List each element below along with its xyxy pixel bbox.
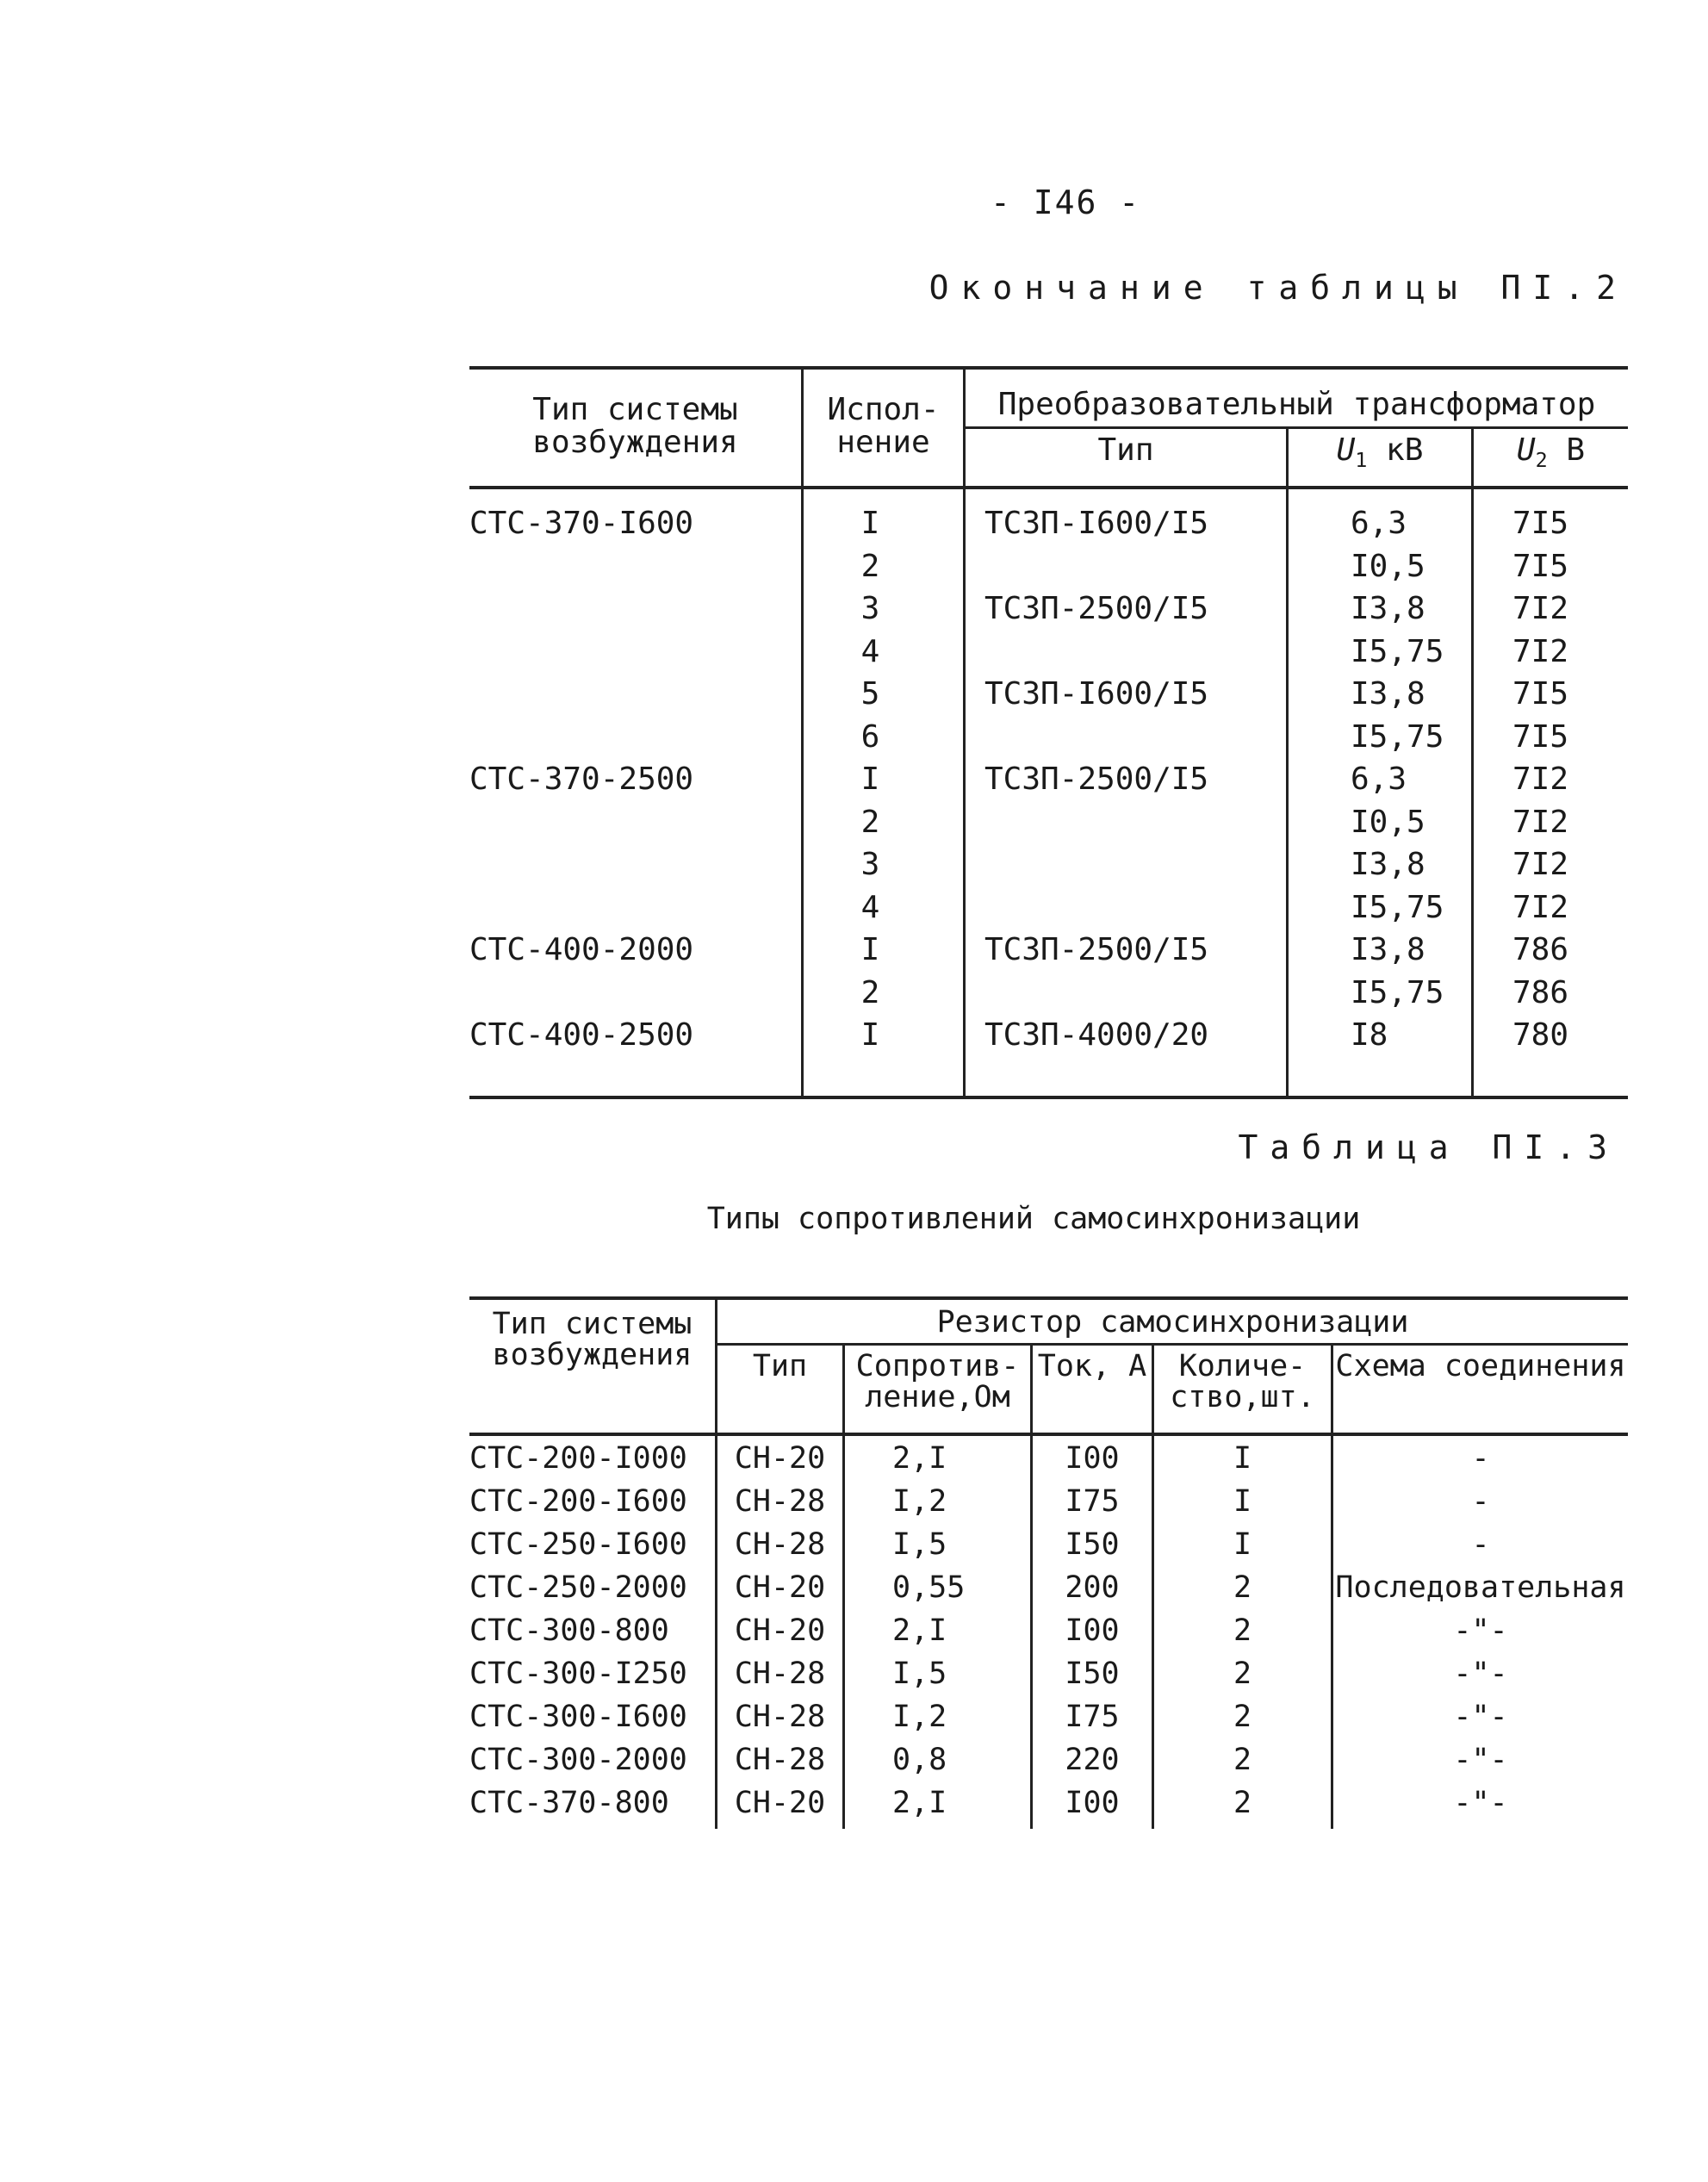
cell-transformer [965, 805, 1288, 849]
cell-current: I50 [1032, 1657, 1153, 1700]
cell-resistance: I,2 [844, 1484, 1032, 1527]
cell-current: I00 [1032, 1613, 1153, 1657]
cell-transformer [965, 635, 1288, 678]
table-row [469, 1434, 1628, 1484]
cell-quantity: 2 [1153, 1786, 1332, 1829]
cell-version: 2 [803, 805, 965, 849]
cell-current: 200 [1032, 1570, 1153, 1613]
cell-u2: 7I2 [1473, 635, 1629, 678]
cell-current: 220 [1032, 1743, 1153, 1786]
cell-u2: 7I5 [1473, 720, 1629, 763]
page-number: - I46 - [991, 183, 1141, 221]
table-row [469, 1570, 1628, 1613]
header-u2: $U_2$ В [1473, 428, 1629, 488]
table-row [469, 488, 1628, 550]
cell-system [469, 677, 803, 720]
cell-version: I [803, 762, 965, 805]
cell-version: 3 [803, 592, 965, 635]
header-u1: $U_1$ кВ [1288, 428, 1473, 488]
cell-system: СТС-370-800 [469, 1786, 669, 1820]
table-continuation-caption: Окончание таблицы ПI.2 [929, 269, 1628, 307]
cell-u1: I3,8 [1288, 592, 1473, 635]
cell-transformer [965, 848, 1288, 891]
cell-version: 4 [803, 635, 965, 678]
cell-system [469, 805, 803, 849]
cell-quantity: 2 [1153, 1700, 1332, 1743]
cell-system [469, 891, 803, 934]
cell-quantity: I [1153, 1527, 1332, 1570]
cell-version: 5 [803, 677, 965, 720]
cell-resistance: 2,I [844, 1434, 1032, 1484]
cell-current: I50 [1032, 1527, 1153, 1570]
table-row [469, 891, 1628, 934]
cell-u1: I5,75 [1288, 976, 1473, 1019]
table-row [469, 1613, 1628, 1657]
table-p13-title: Типы сопротивлений самосинхронизации [706, 1202, 1361, 1236]
cell-resistance: 0,55 [844, 1570, 1032, 1613]
cell-resistor-type: СН-28 [717, 1743, 844, 1786]
cell-u1: I8 [1288, 1018, 1473, 1097]
cell-system: СТС-370-I600 [469, 506, 694, 541]
table-row [469, 848, 1628, 891]
cell-current: I00 [1032, 1786, 1153, 1829]
cell-version: I [803, 933, 965, 976]
cell-u1: 6,3 [1288, 488, 1473, 550]
cell-scheme: - [1332, 1484, 1629, 1527]
cell-scheme: - [1332, 1527, 1629, 1570]
table-row [469, 677, 1628, 720]
cell-u1: I5,75 [1288, 635, 1473, 678]
cell-transformer: ТСЗП-2500/I5 [965, 762, 1288, 805]
cell-system: СТС-200-I000 [469, 1441, 687, 1476]
header-excitation-type: Тип системы возбуждения [469, 1298, 717, 1434]
table-row [469, 805, 1628, 849]
resistor-table [469, 1296, 1628, 1829]
cell-transformer [965, 720, 1288, 763]
table-row [469, 1700, 1628, 1743]
table-row [469, 1657, 1628, 1700]
cell-resistance: 2,I [844, 1613, 1032, 1657]
transformer-table-body [469, 488, 1628, 1097]
cell-resistor-type: СН-28 [717, 1484, 844, 1527]
cell-transformer: ТСЗП-2500/I5 [965, 933, 1288, 976]
header-resistor-type: Тип [717, 1345, 844, 1435]
cell-system [469, 976, 803, 1019]
cell-scheme: - [1332, 1434, 1629, 1484]
cell-quantity: 2 [1153, 1570, 1332, 1613]
cell-transformer [965, 891, 1288, 934]
cell-system: СТС-300-I600 [469, 1700, 687, 1734]
cell-system [469, 592, 803, 635]
cell-resistor-type: СН-20 [717, 1786, 844, 1829]
cell-u2: 7I2 [1473, 762, 1629, 805]
table-row [469, 635, 1628, 678]
header-scheme: Схема соединения [1332, 1345, 1629, 1435]
cell-system: СТС-370-2500 [469, 762, 694, 797]
header-current: Ток, А [1032, 1345, 1153, 1435]
cell-version: 6 [803, 720, 965, 763]
cell-transformer: ТСЗП-I600/I5 [965, 677, 1288, 720]
cell-scheme: -"- [1332, 1657, 1629, 1700]
header-transformer-type: Тип [965, 428, 1288, 488]
cell-resistance: 2,I [844, 1786, 1032, 1829]
cell-u2: 7I5 [1473, 550, 1629, 593]
cell-u2: 7I2 [1473, 805, 1629, 849]
cell-quantity: I [1153, 1484, 1332, 1527]
cell-quantity: I [1153, 1434, 1332, 1484]
table-row [469, 933, 1628, 976]
cell-system [469, 550, 803, 593]
header-transformer-group: Преобразовательный трансформатор [965, 368, 1629, 428]
cell-u2: 7I2 [1473, 891, 1629, 934]
cell-system: СТС-250-2000 [469, 1570, 687, 1605]
table-p13-caption: Таблица ПI.3 [1238, 1128, 1619, 1166]
cell-system: СТС-300-I250 [469, 1657, 687, 1691]
cell-system [469, 720, 803, 763]
table-row [469, 720, 1628, 763]
cell-transformer [965, 550, 1288, 593]
cell-transformer: ТСЗП-I600/I5 [965, 488, 1288, 550]
cell-u1: I5,75 [1288, 720, 1473, 763]
cell-scheme: -"- [1332, 1700, 1629, 1743]
cell-resistance: I,2 [844, 1700, 1032, 1743]
cell-scheme: Последовательная [1332, 1570, 1629, 1613]
table-row [469, 550, 1628, 593]
cell-u1: I3,8 [1288, 677, 1473, 720]
cell-u1: I0,5 [1288, 550, 1473, 593]
cell-u1: 6,3 [1288, 762, 1473, 805]
cell-version: 4 [803, 891, 965, 934]
cell-resistance: I,5 [844, 1527, 1032, 1570]
cell-u1: I5,75 [1288, 891, 1473, 934]
cell-scheme: -"- [1332, 1613, 1629, 1657]
cell-transformer: ТСЗП-4000/20 [965, 1018, 1288, 1097]
cell-system [469, 635, 803, 678]
cell-u1: I0,5 [1288, 805, 1473, 849]
cell-version: 3 [803, 848, 965, 891]
header-quantity: Количе-ство,шт. [1153, 1345, 1332, 1435]
cell-quantity: 2 [1153, 1613, 1332, 1657]
table-row [469, 1743, 1628, 1786]
header-excitation-type: Тип системы возбуждения [469, 368, 803, 488]
transformer-table [469, 366, 1628, 1099]
cell-version: I [803, 488, 965, 550]
cell-resistor-type: СН-28 [717, 1700, 844, 1743]
cell-resistance: I,5 [844, 1657, 1032, 1700]
cell-version: I [803, 1018, 965, 1097]
cell-scheme: -"- [1332, 1786, 1629, 1829]
header-version: Испол-нение [803, 368, 965, 488]
cell-u2: 7I5 [1473, 488, 1629, 550]
table-row [469, 592, 1628, 635]
cell-u1: I3,8 [1288, 848, 1473, 891]
table-row [469, 1484, 1628, 1527]
header-resistance: Сопротив-ление,Ом [844, 1345, 1032, 1435]
cell-resistor-type: СН-28 [717, 1527, 844, 1570]
cell-u2: 786 [1473, 933, 1629, 976]
table-row [469, 1786, 1628, 1829]
cell-system: СТС-300-800 [469, 1613, 669, 1648]
cell-u2: 786 [1473, 976, 1629, 1019]
cell-resistor-type: СН-20 [717, 1570, 844, 1613]
cell-system: СТС-200-I600 [469, 1484, 687, 1519]
table-row [469, 976, 1628, 1019]
cell-version: 2 [803, 976, 965, 1019]
cell-resistor-type: СН-28 [717, 1657, 844, 1700]
cell-quantity: 2 [1153, 1657, 1332, 1700]
cell-scheme: -"- [1332, 1743, 1629, 1786]
cell-resistor-type: СН-20 [717, 1434, 844, 1484]
cell-system: СТС-400-2500 [469, 1018, 803, 1097]
cell-system: СТС-300-2000 [469, 1743, 687, 1777]
cell-u2: 7I2 [1473, 848, 1629, 891]
cell-transformer: ТСЗП-2500/I5 [965, 592, 1288, 635]
cell-u2: 7I5 [1473, 677, 1629, 720]
cell-system: СТС-400-2000 [469, 932, 694, 967]
header-resistor-group: Резистор самосинхронизации [717, 1298, 1629, 1345]
cell-quantity: 2 [1153, 1743, 1332, 1786]
table-row [469, 762, 1628, 805]
table-row [469, 1018, 1628, 1097]
cell-resistance: 0,8 [844, 1743, 1032, 1786]
cell-resistor-type: СН-20 [717, 1613, 844, 1657]
cell-current: I75 [1032, 1484, 1153, 1527]
cell-system: СТС-250-I600 [469, 1527, 687, 1562]
cell-current: I00 [1032, 1434, 1153, 1484]
table-row [469, 1527, 1628, 1570]
cell-system [469, 848, 803, 891]
resistor-table-body [469, 1434, 1628, 1829]
cell-u1: I3,8 [1288, 933, 1473, 976]
cell-u2: 780 [1473, 1018, 1629, 1097]
cell-u2: 7I2 [1473, 592, 1629, 635]
cell-current: I75 [1032, 1700, 1153, 1743]
cell-version: 2 [803, 550, 965, 593]
cell-transformer [965, 976, 1288, 1019]
